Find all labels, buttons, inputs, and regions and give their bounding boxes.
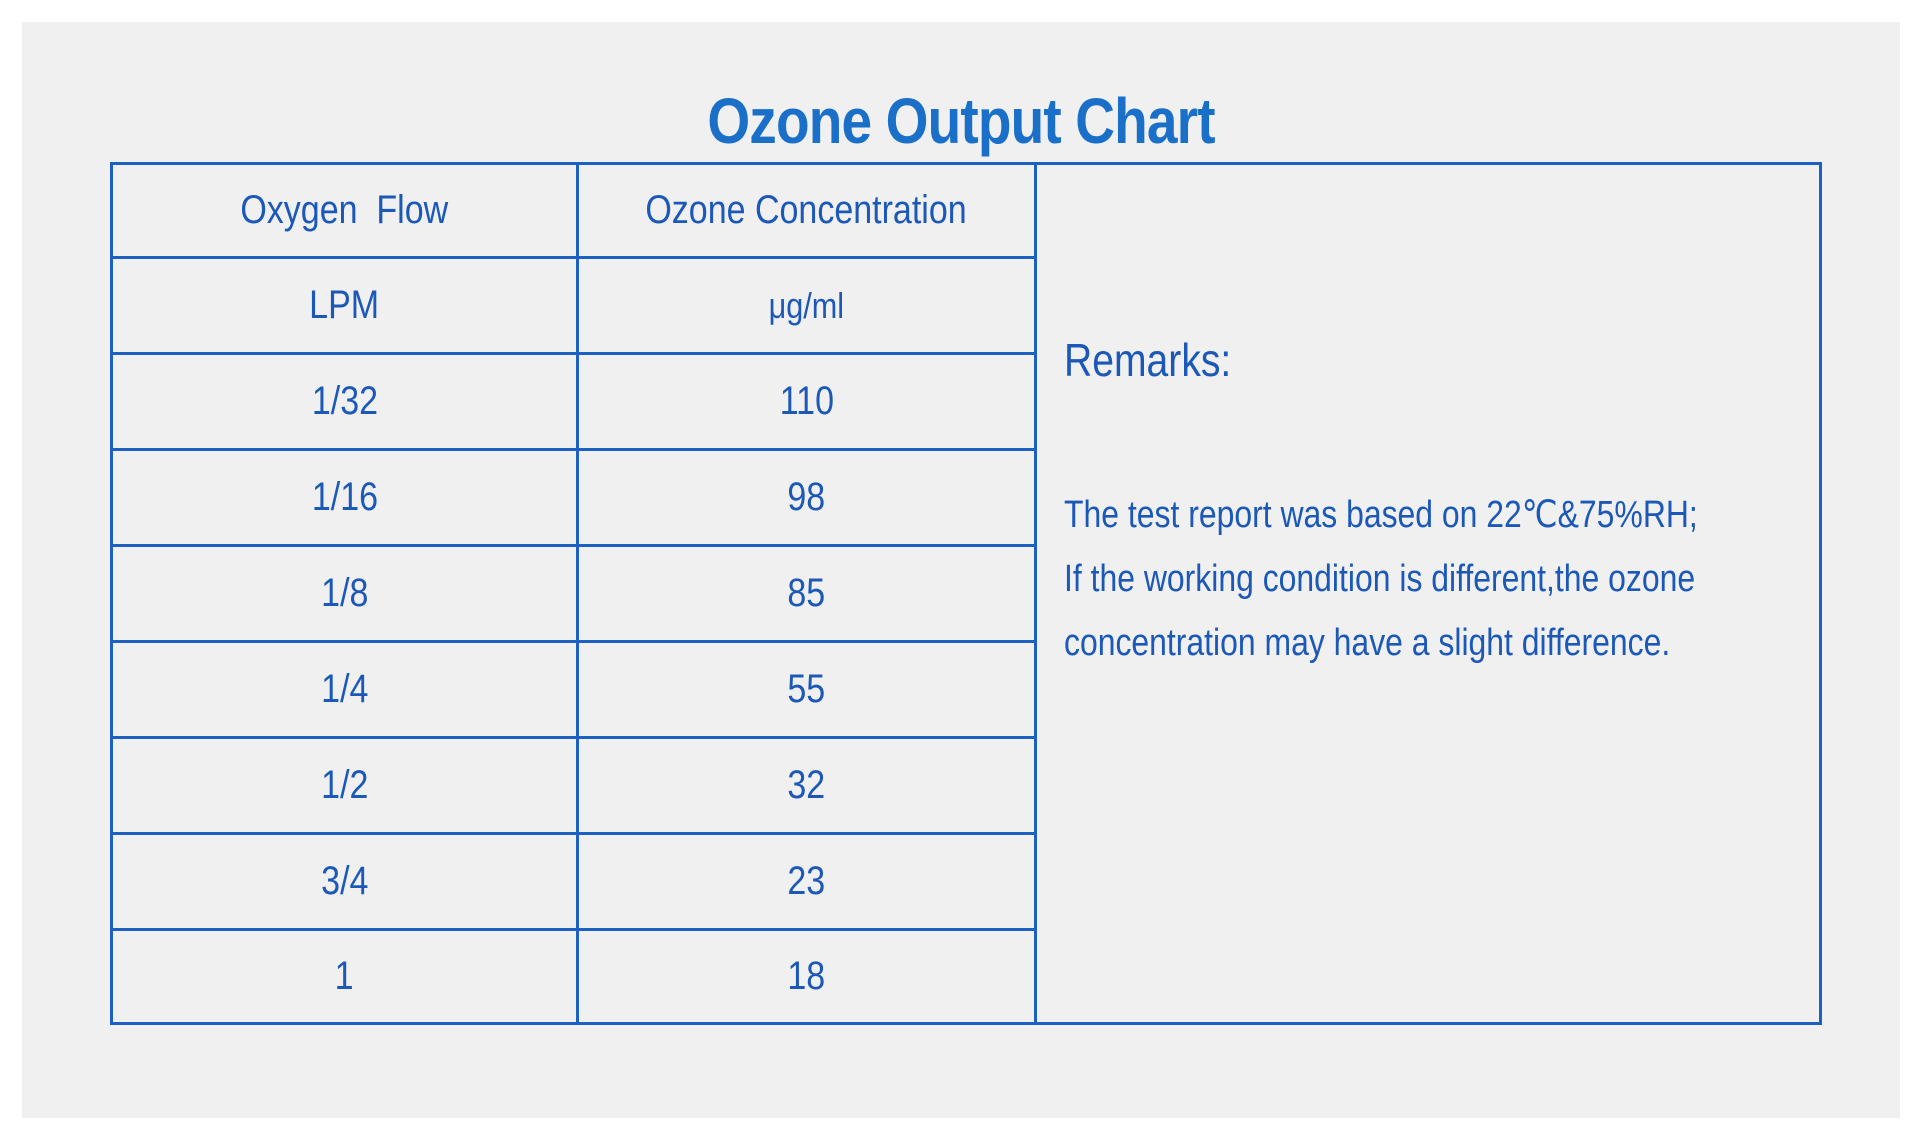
flow-cell: 1/16 — [113, 450, 578, 546]
ozone-output-table — [113, 165, 1037, 1022]
remarks-line: concentration may have a slight difference. — [1064, 622, 1671, 664]
remarks-title: Remarks: — [1064, 334, 1232, 386]
remarks-line: If the working condition is different,the ozone — [1064, 558, 1696, 600]
unit-lpm: LPM — [113, 258, 578, 354]
concentration-cell: 98 — [578, 450, 1036, 546]
units-row — [113, 258, 1036, 354]
table-row — [113, 354, 1036, 450]
remarks-body — [1064, 483, 1919, 675]
concentration-cell: 110 — [578, 354, 1036, 450]
flow-cell: 1/2 — [113, 737, 578, 833]
page-title: Ozone Output Chart — [707, 85, 1215, 157]
table-row — [113, 833, 1036, 929]
table-row — [113, 737, 1036, 833]
flow-cell: 1/4 — [113, 641, 578, 737]
header-ozone-concentration: Ozone Concentration — [578, 165, 1036, 258]
table-row — [113, 450, 1036, 546]
chart-card — [22, 22, 1900, 1118]
flow-cell: 1 — [113, 929, 578, 1022]
unit-ug-ml: μg/ml — [578, 258, 1036, 354]
concentration-cell: 32 — [578, 737, 1036, 833]
remarks-line: The test report was based on 22℃&75%RH; — [1064, 494, 1698, 536]
remarks-panel — [1034, 165, 1819, 1022]
table-row — [113, 929, 1036, 1022]
concentration-cell: 85 — [578, 546, 1036, 642]
flow-cell: 1/32 — [113, 354, 578, 450]
concentration-cell: 18 — [578, 929, 1036, 1022]
header-row — [113, 165, 1036, 258]
table-row — [113, 546, 1036, 642]
concentration-cell: 23 — [578, 833, 1036, 929]
header-oxygen-flow: Oxygen Flow — [113, 165, 578, 258]
flow-cell: 1/8 — [113, 546, 578, 642]
concentration-cell: 55 — [578, 641, 1036, 737]
table-frame — [110, 162, 1822, 1025]
flow-cell: 3/4 — [113, 833, 578, 929]
table-row — [113, 641, 1036, 737]
